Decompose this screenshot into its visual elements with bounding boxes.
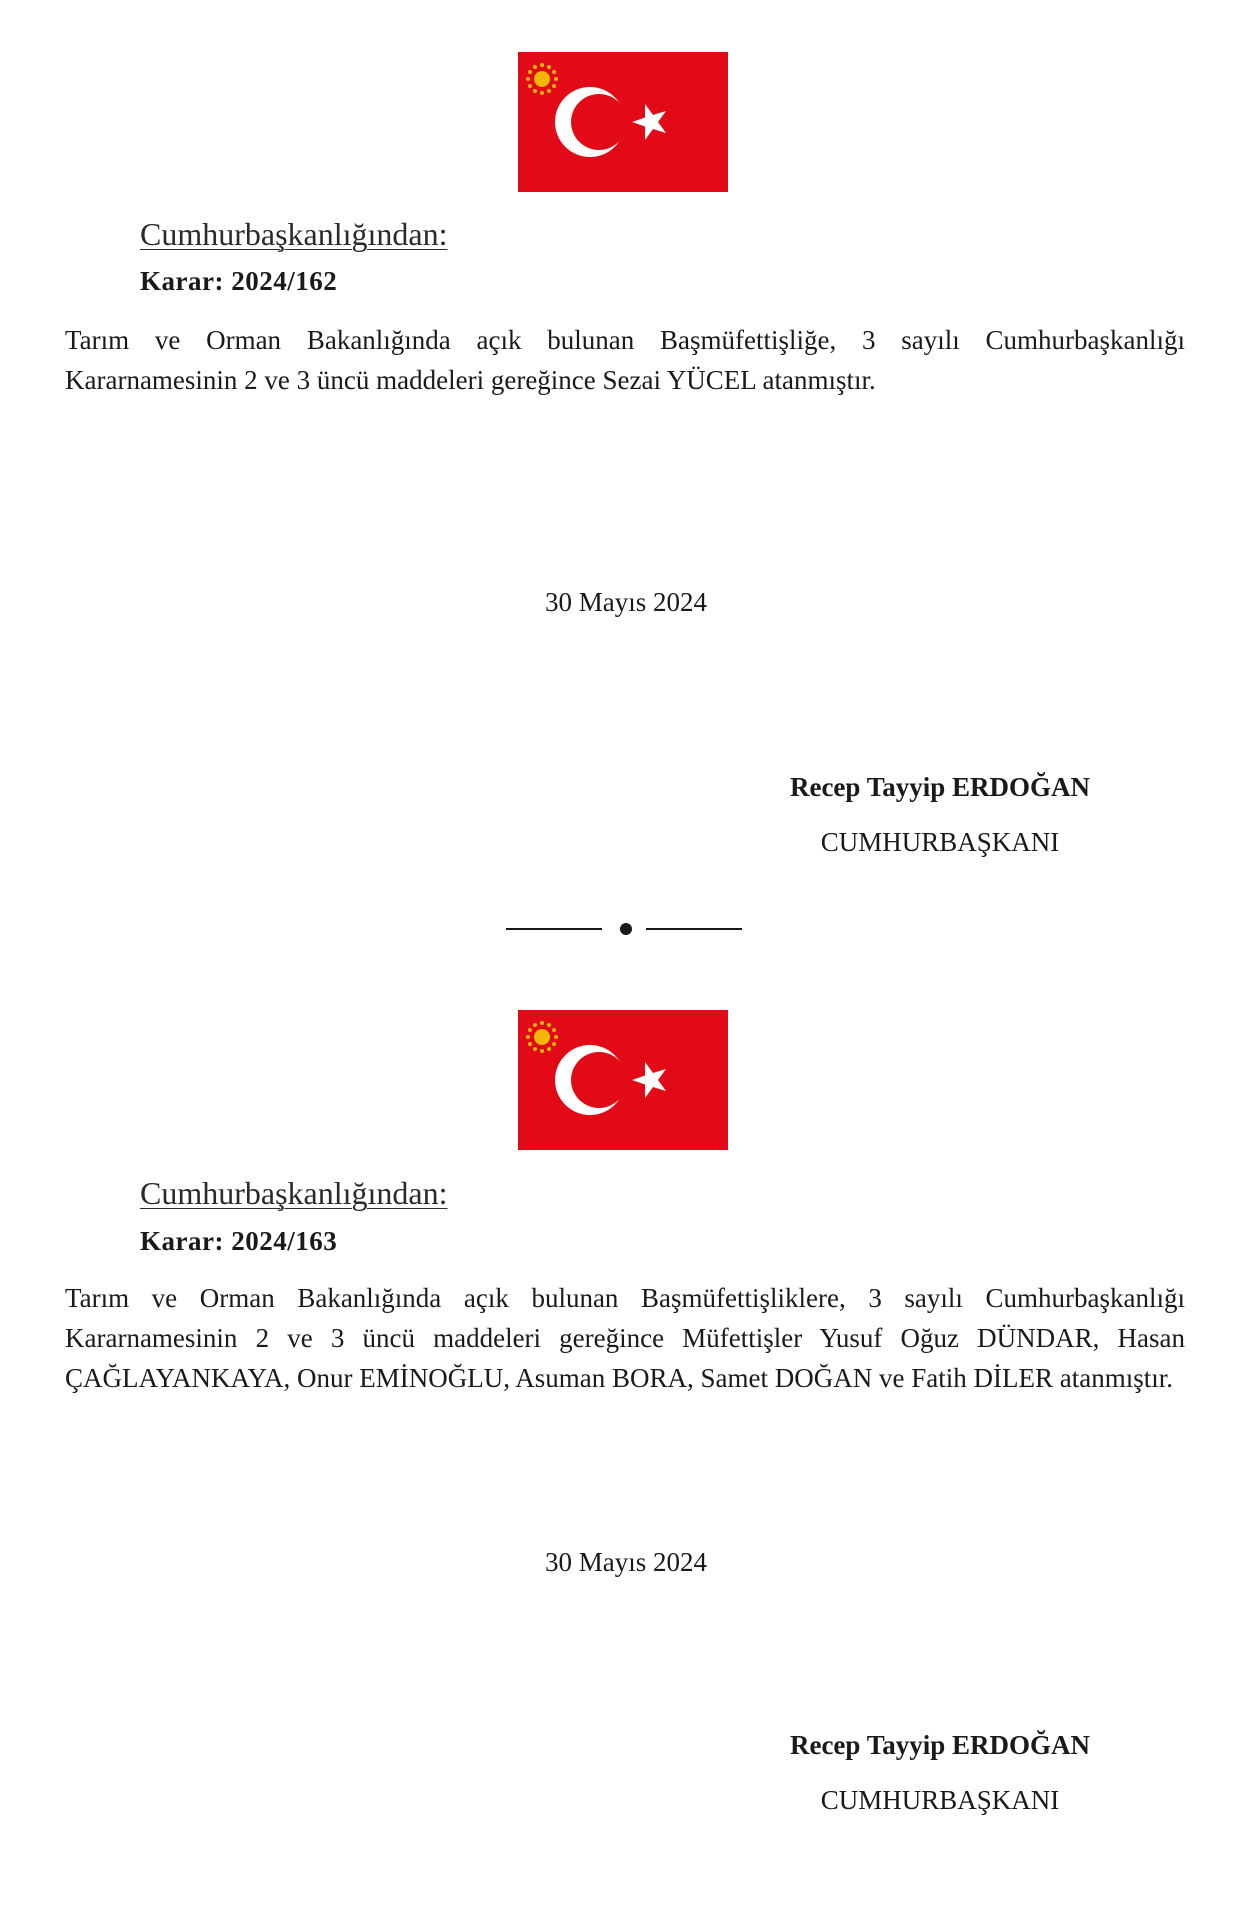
decision-date: 30 Mayıs 2024 [545, 1547, 707, 1577]
section-separator [506, 912, 746, 942]
decision-body: Tarım ve Orman Bakanlığında açık bulunan Başmüfettişliğe, 3 sayılı Cumhurbaşkanlığı Kararnamesinin 2 ve 3 üncü maddeleri gereğince Sezai YÜCEL atanmıştır. [65, 325, 1185, 395]
decision-source: Cumhurbaşkanlığından: [140, 1175, 448, 1211]
separator-line-left [506, 928, 602, 930]
separator-line-right [646, 928, 742, 930]
presidential-flag-icon [518, 1010, 728, 1150]
decision-source: Cumhurbaşkanlığından: [140, 216, 448, 252]
presidential-flag-icon [518, 52, 728, 192]
signer-name: Recep Tayyip ERDOĞAN [789, 772, 1091, 802]
signer-title: CUMHURBAŞKANI [820, 827, 1060, 857]
signer-name: Recep Tayyip ERDOĞAN [789, 1730, 1091, 1760]
decision-body: Tarım ve Orman Bakanlığında açık bulunan Başmüfettişliklere, 3 sayılı Cumhurbaşkanlığı Kararnamesinin 2 ve 3 üncü maddeleri gereğince Müfettişler Yusuf Oğuz DÜNDAR, Hasan ÇAĞLAYANKAYA, Onur EMİNOĞLU, Asuman BORA, Samet DOĞAN ve Fatih DİLER atanmıştır. [65, 1283, 1185, 1393]
decision-label: Karar: [140, 1226, 224, 1256]
decision-number [140, 1226, 337, 1257]
separator-dot [620, 923, 632, 935]
decision-number [140, 266, 337, 297]
decision-date: 30 Mayıs 2024 [545, 587, 707, 617]
decision-label: Karar: [140, 266, 224, 296]
signer-title: CUMHURBAŞKANI [820, 1785, 1060, 1815]
decision-number-value: 2024/162 [231, 266, 338, 296]
decision-number-value: 2024/163 [231, 1226, 338, 1256]
